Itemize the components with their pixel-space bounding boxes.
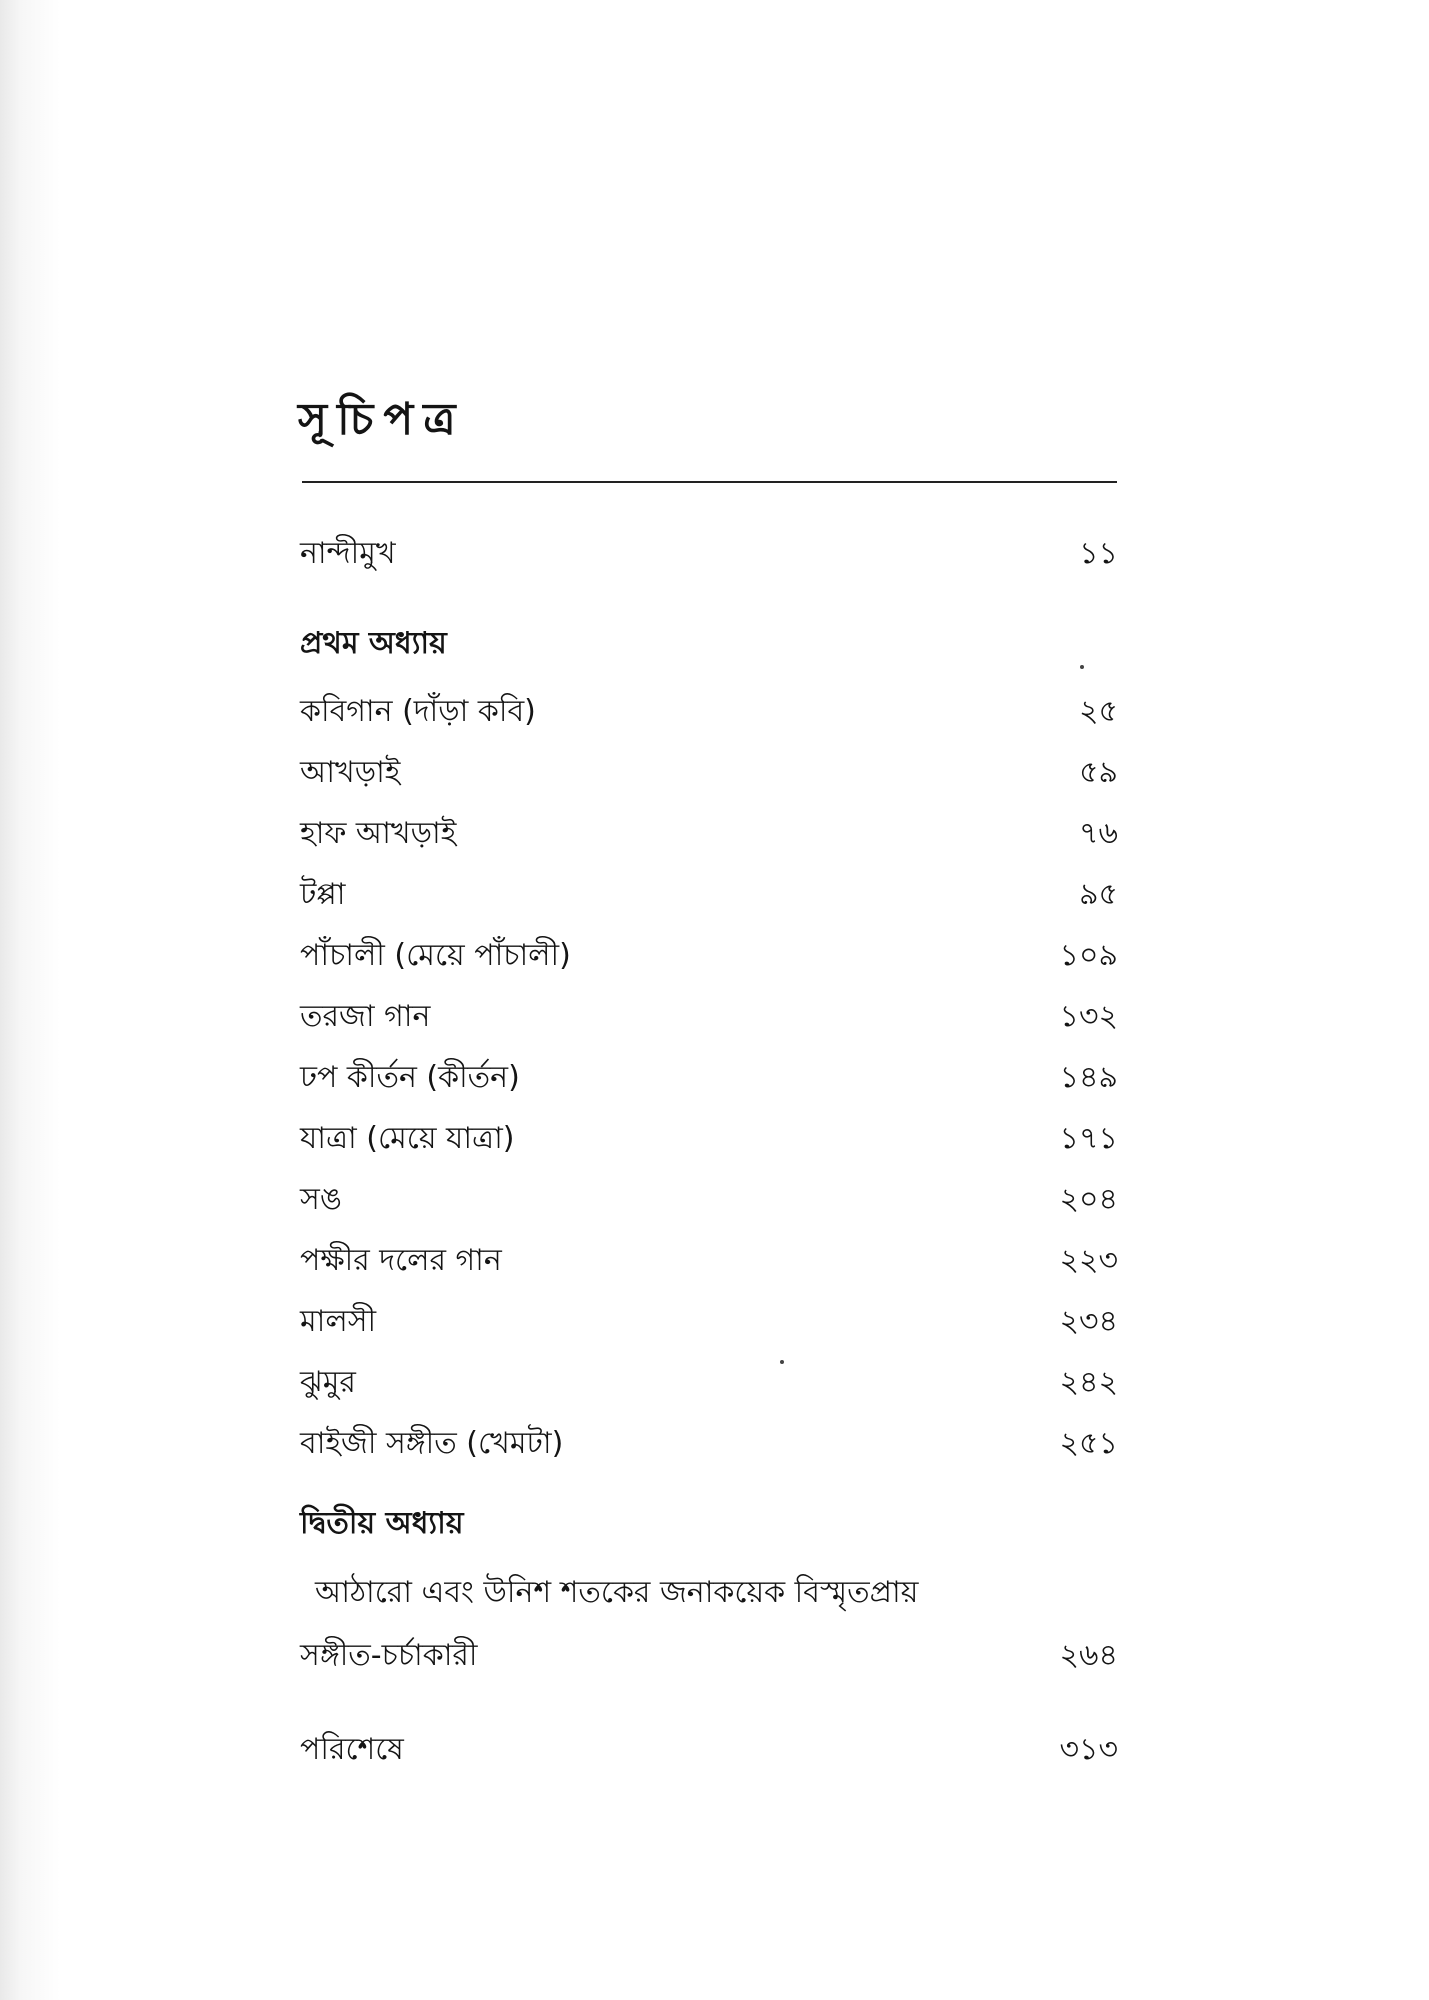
- toc-entry: [300, 812, 1118, 856]
- toc-entry: [300, 995, 1118, 1039]
- toc-entry-page: ২৫১: [1059, 1426, 1118, 1461]
- toc-entry: [300, 751, 1118, 795]
- toc-entry-title: পাঁচালী (মেয়ে পাঁচালী): [300, 938, 571, 973]
- toc-entry: [300, 1300, 1118, 1344]
- toc-entry: [300, 1728, 1118, 1772]
- toc-entry: [300, 1117, 1118, 1161]
- toc-entry-title: হাফ আখড়াই: [300, 816, 457, 851]
- toc-entry-page: ৩১৩: [1059, 1732, 1118, 1767]
- toc-entry-title: নান্দীমুখ: [300, 536, 396, 571]
- toc-entry-page: ১০৯: [1059, 938, 1118, 973]
- toc-entry-title: তরজা গান: [300, 999, 431, 1034]
- toc-entry-title: সঙ্গীত-চর্চাকারী: [300, 1638, 478, 1673]
- toc-entry-page: ১১: [1079, 536, 1118, 571]
- toc-entry: [300, 1239, 1118, 1283]
- toc-entry-page: ২৬৪: [1059, 1638, 1118, 1673]
- toc-entry: [300, 690, 1118, 734]
- section-heading: দ্বিতীয় অধ্যায়: [300, 1506, 464, 1541]
- toc-entry: [300, 1178, 1118, 1222]
- toc-entry-page: ৭৬: [1078, 816, 1118, 851]
- toc-entry: [300, 1634, 1118, 1678]
- toc-entry-page: ১৩২: [1059, 999, 1118, 1034]
- toc-entry: [300, 934, 1118, 978]
- toc-entry-page: ৫৯: [1079, 755, 1118, 790]
- toc-entry-page: ২৪২: [1059, 1365, 1118, 1400]
- toc-entry-page: ২৫: [1079, 694, 1118, 729]
- toc-entry-title: বাইজী সঙ্গীত (খেমটা): [300, 1426, 564, 1461]
- toc-entry-page: ১৪৯: [1059, 1060, 1118, 1095]
- section-heading: প্রথম অধ্যায়: [300, 626, 447, 661]
- toc-entry-page: ২০৪: [1059, 1182, 1118, 1217]
- toc-entry-title: আখড়াই: [300, 755, 401, 790]
- toc-entry-title: ঝুমুর: [300, 1365, 356, 1400]
- toc-entry: [300, 1056, 1118, 1100]
- toc-entry-title: ঢপ কীর্তন (কীর্তন): [300, 1060, 520, 1095]
- toc-entry-page: ২৩৪: [1059, 1304, 1118, 1339]
- toc-entry: [300, 1422, 1118, 1466]
- toc-entry: [300, 1361, 1118, 1405]
- toc-entry-title: পক্ষীর দলের গান: [300, 1243, 502, 1278]
- toc-entry-page: ৯৫: [1079, 877, 1118, 912]
- toc-entry-title-line: আঠারো এবং উনিশ শতকের জনাকয়েক বিস্মৃতপ্রায়: [315, 1575, 919, 1610]
- toc-entry-page: ২২৩: [1059, 1243, 1118, 1278]
- toc-entry-title: পরিশেষে: [300, 1732, 404, 1767]
- toc-entry-title: মালসী: [300, 1304, 377, 1339]
- toc-entry-title: সঙ: [300, 1182, 342, 1217]
- toc-entry-title: যাত্রা (মেয়ে যাত্রা): [300, 1121, 515, 1156]
- toc-entry-page: ১৭১: [1059, 1121, 1118, 1156]
- page-title: সূচিপত্র: [298, 394, 466, 445]
- toc-entry: [300, 532, 1118, 576]
- toc-entry: [300, 873, 1118, 917]
- toc-entry-title: টপ্পা: [300, 877, 346, 912]
- toc-entry-title: কবিগান (দাঁড়া কবি): [300, 694, 536, 729]
